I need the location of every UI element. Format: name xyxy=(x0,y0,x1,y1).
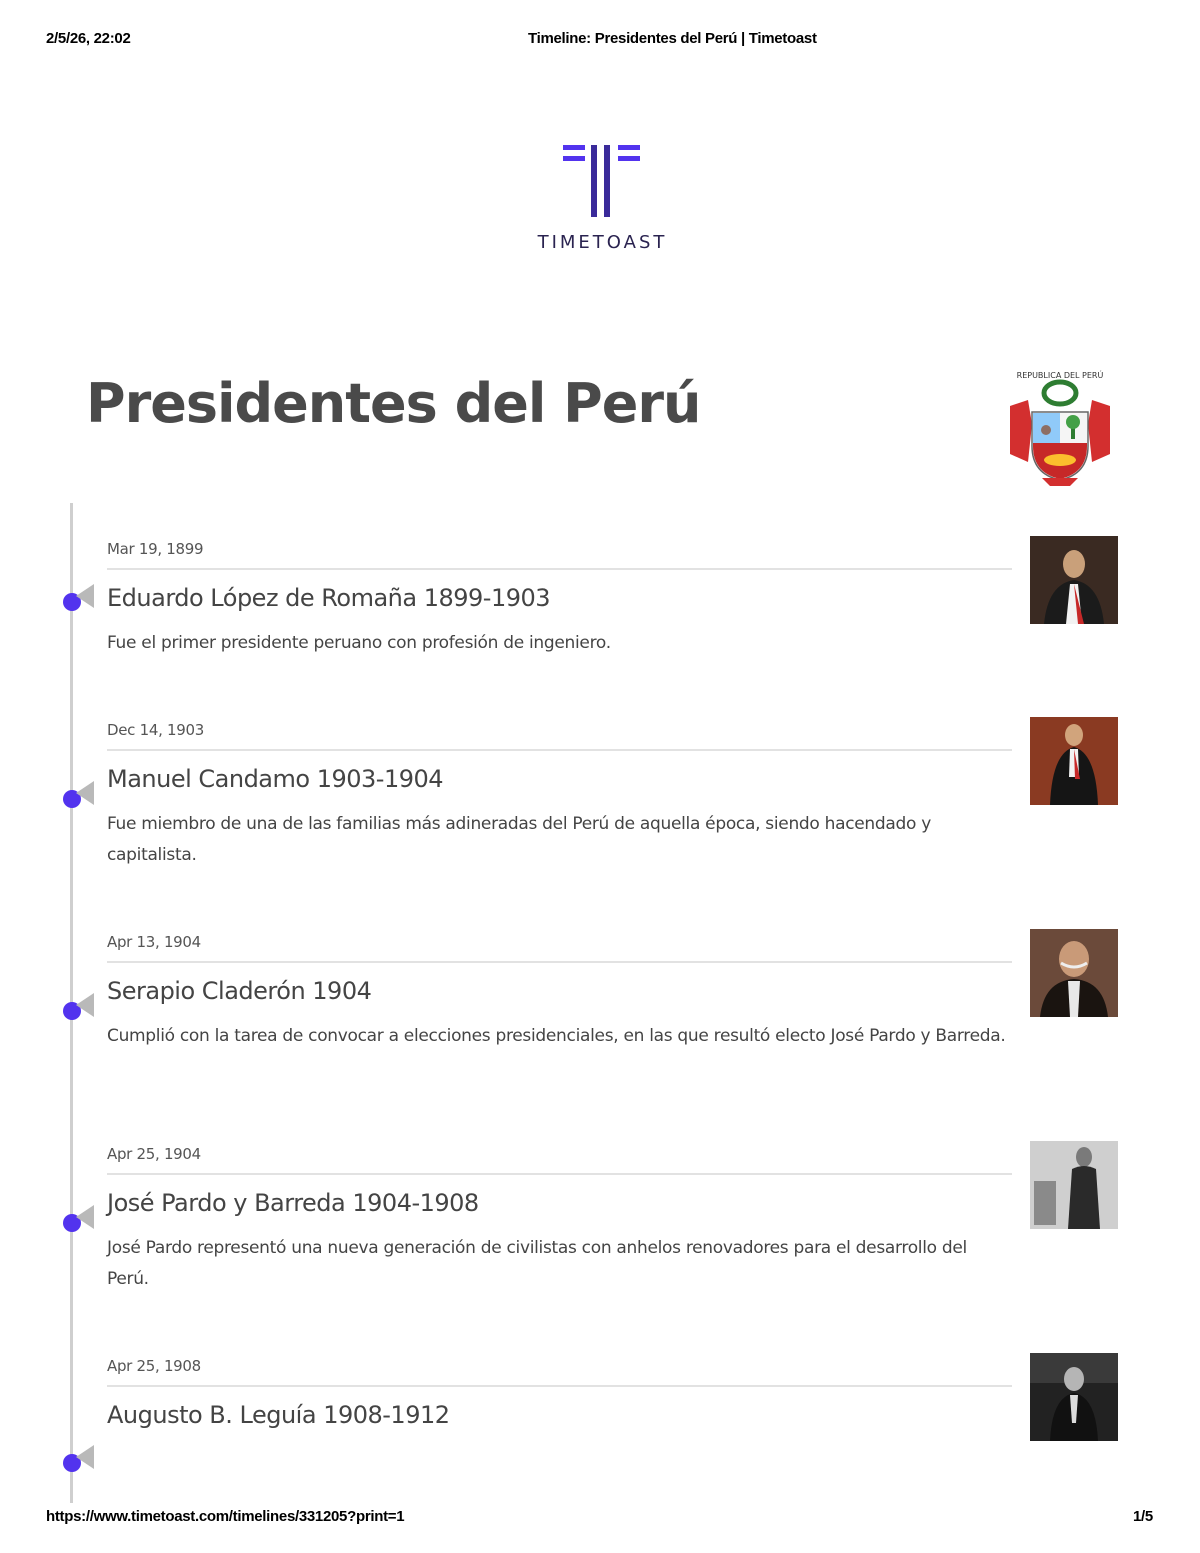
event-description: José Pardo representó una nueva generación de civilistas con anhelos renovadores para el desarrollo del Perú. xyxy=(107,1238,967,1289)
event-date: Apr 25, 1908 xyxy=(107,1357,201,1375)
event-date: Apr 13, 1904 xyxy=(107,933,201,951)
print-page-number: 1/5 xyxy=(1133,1508,1153,1525)
event-divider xyxy=(107,1385,1012,1387)
event-date: Mar 19, 1899 xyxy=(107,540,204,558)
event-portrait-image[interactable] xyxy=(1030,1141,1118,1229)
event-portrait-image[interactable] xyxy=(1030,717,1118,805)
timeline-marker-pointer xyxy=(76,1445,94,1469)
event-divider xyxy=(107,749,1012,751)
peru-coat-of-arms-image xyxy=(1002,366,1118,488)
event-title[interactable]: Eduardo López de Romaña 1899-1903 xyxy=(107,584,551,612)
event-title[interactable]: Augusto B. Leguía 1908-1912 xyxy=(107,1401,450,1429)
timeline-marker-pointer xyxy=(76,993,94,1017)
crest-text: REPUBLICA DEL PERÚ xyxy=(1016,371,1104,380)
timeline-title: Presidentes del Perú xyxy=(86,372,701,435)
print-page-title: Timeline: Presidentes del Perú | Timetoast xyxy=(528,30,817,47)
event-title[interactable]: Serapio Claderón 1904 xyxy=(107,977,372,1005)
event-title[interactable]: José Pardo y Barreda 1904-1908 xyxy=(107,1189,479,1217)
event-portrait-image[interactable] xyxy=(1030,1353,1118,1441)
print-url: https://www.timetoast.com/timelines/331205?print=1 xyxy=(46,1508,405,1525)
event-description: Fue miembro de una de las familias más adineradas del Perú de aquella época, siendo hacendado y capitalista. xyxy=(107,814,931,865)
timeline-marker-pointer xyxy=(76,1205,94,1229)
event-divider xyxy=(107,568,1012,570)
timeline-marker-pointer xyxy=(76,584,94,608)
timeline-marker-pointer xyxy=(76,781,94,805)
event-title[interactable]: Manuel Candamo 1903-1904 xyxy=(107,765,444,793)
timetoast-logo[interactable] xyxy=(520,140,685,260)
timetoast-logo-mark xyxy=(520,140,685,225)
logo-wordmark: TIMETOAST xyxy=(537,232,668,253)
event-description: Fue el primer presidente peruano con profesión de ingeniero. xyxy=(107,633,611,653)
event-divider xyxy=(107,961,1012,963)
event-date: Dec 14, 1903 xyxy=(107,721,204,739)
event-description: Cumplió con la tarea de convocar a elecciones presidenciales, en las que resultó electo José Pardo y Barreda. xyxy=(107,1026,1006,1046)
event-date: Apr 25, 1904 xyxy=(107,1145,201,1163)
event-portrait-image[interactable] xyxy=(1030,536,1118,624)
event-portrait-image[interactable] xyxy=(1030,929,1118,1017)
event-divider xyxy=(107,1173,1012,1175)
print-datetime: 2/5/26, 22:02 xyxy=(46,30,131,47)
